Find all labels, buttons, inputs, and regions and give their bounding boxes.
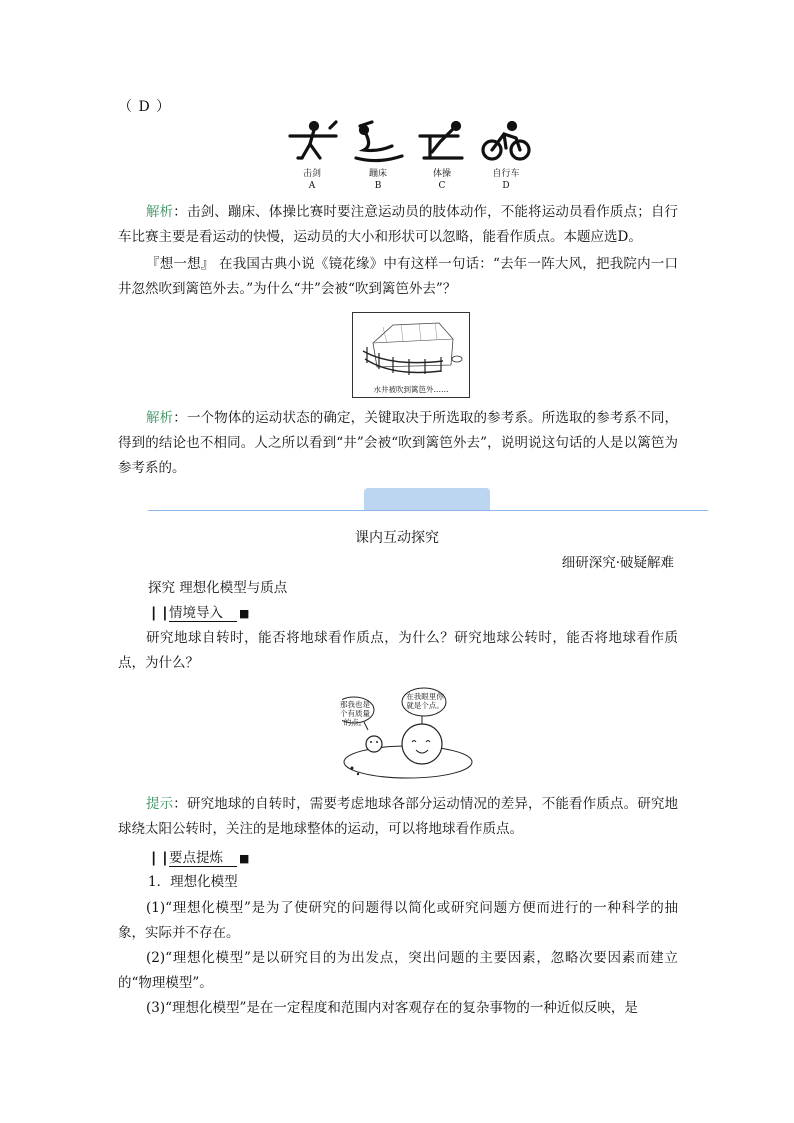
answer-choice: （ D ） — [118, 99, 172, 115]
sport-label-b — [348, 168, 408, 192]
square-icon: ■ — [239, 852, 250, 865]
gymnastics-icon — [420, 123, 462, 159]
think-text: 在我国古典小说《镜花缘》中有这样一句话：“去年一阵大风，把我院内一口井忽然吹到篱笆外去。”为什么“井”会被“吹到篱笆外去”？ — [118, 256, 678, 297]
sport-letter: C — [438, 181, 446, 191]
think-paragraph — [118, 252, 678, 302]
sports-figure — [280, 118, 540, 198]
section-subtitle: 细研深究·破疑解难 — [561, 555, 674, 571]
explore-heading: 探究 理想化模型与质点 — [148, 580, 288, 596]
sport-label-c — [412, 168, 472, 192]
analysis-paragraph-1 — [118, 200, 678, 250]
bars-icon: ❘❘ — [148, 605, 171, 621]
well-icon — [452, 356, 462, 362]
bars-icon: ❘❘ — [148, 850, 171, 866]
analysis-label: 解析 — [146, 410, 174, 426]
keypoint-1: (1)“理想化模型”是为了使研究的问题得以简化或研究问题方便而进行的一种科学的抽象，实际并不存在。 — [118, 900, 678, 941]
situation-heading — [148, 601, 249, 621]
analysis-label: 解析 — [146, 204, 174, 220]
hint-label: 提示 — [146, 796, 174, 812]
keypoints-heading — [148, 846, 249, 866]
sport-name: 击剑 — [302, 169, 321, 179]
analysis-text: ：击剑、蹦床、体操比赛时要注意运动员的肢体动作，不能将运动员看作质点；自行车比赛主要是看运动的快慢，运动员的大小和形状可以忽略，能看作质点。本题应选D。 — [118, 204, 679, 245]
keypoints-heading-text: 要点提炼 — [169, 850, 237, 867]
keypoint-title: 1．理想化模型 — [148, 874, 238, 890]
bubble-right: 在我眼里你就是个点。 — [406, 692, 444, 710]
situation-text: 研究地球自转时，能否将地球看作质点，为什么？研究地球公转时，能否将地球看作质点，为什么？ — [118, 630, 678, 671]
keypoint-3: (3)“理想化模型”是在一定程度和范围内对客观存在的复杂事物的一种近似反映，是 — [146, 1000, 638, 1016]
section-divider — [148, 510, 708, 511]
sport-name: 自行车 — [492, 169, 520, 179]
sport-letter: D — [502, 181, 510, 191]
hint-text: ：研究地球的自转时，需要考虑地球各部分运动情况的差异，不能看作质点。研究地球绕太阳公转时，关注的是地球整体的运动，可以将地球看作质点。 — [118, 796, 679, 837]
well-figure — [352, 312, 470, 398]
square-icon: ■ — [239, 607, 250, 620]
sport-name: 体操 — [432, 169, 451, 179]
section-title: 课内互动探究 — [355, 530, 439, 546]
sport-label-d — [476, 168, 536, 192]
sport-letter: B — [374, 181, 382, 191]
bubble-left: 那我也是个有质量的点。 — [340, 700, 370, 727]
hint-paragraph — [118, 792, 678, 842]
think-label: 『想一想』 — [146, 256, 215, 272]
analysis-text: ：一个物体的运动状态的确定，关键取决于所选取的参考系。所选取的参考系不同，得到的结论也不相同。人之所以看到“井”会被“吹到篱笆外去”，说明说这句话的人是以篱笆为参考系的。 — [118, 410, 679, 476]
analysis-paragraph-2 — [118, 406, 678, 481]
house-fence-illustration — [353, 313, 469, 383]
fencing-icon — [290, 122, 336, 158]
trampoline-icon — [356, 122, 402, 161]
earth-sun-cartoon — [342, 684, 474, 780]
keypoint-2: (2)“理想化模型”是以研究目的为出发点，突出问题的主要因素，忽略次要因素而建立的“物理模型”。 — [118, 950, 678, 991]
sport-label-a — [282, 168, 342, 192]
cycling-icon — [483, 123, 529, 160]
situation-heading-text: 情境导入 — [169, 605, 237, 622]
section-band — [364, 488, 490, 510]
sport-letter: A — [308, 181, 316, 191]
well-caption: 水井被吹到篱笆外…… — [373, 385, 449, 394]
sport-name: 蹦床 — [368, 169, 387, 179]
sports-silhouettes — [280, 118, 540, 166]
